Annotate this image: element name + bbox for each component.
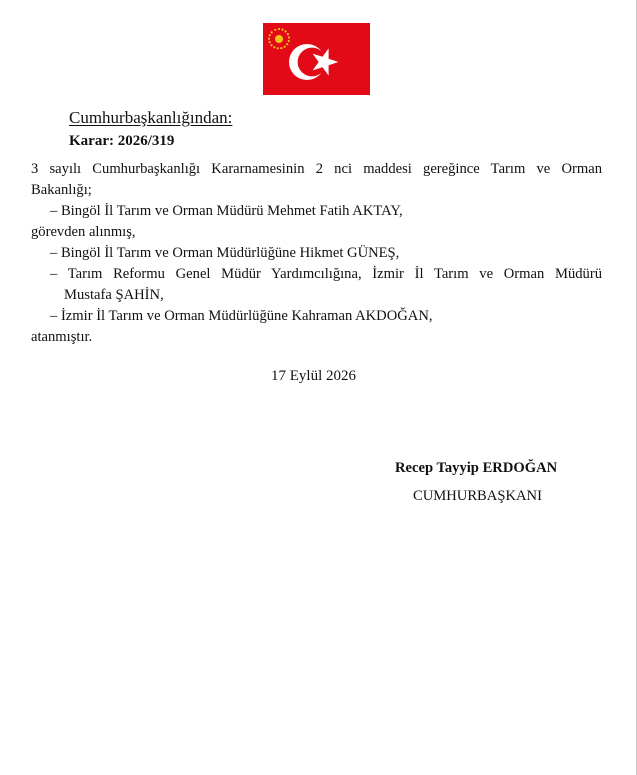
dismissed-item: – Bingöl İl Tarım ve Orman Müdürü Mehmet Fatih AKTAY, — [50, 203, 403, 219]
dismissed-footer: görevden alınmış, — [31, 224, 136, 240]
issuer-heading: Cumhurbaşkanlığından: — [69, 108, 233, 127]
decision-number: Karar: 2026/319 — [69, 133, 175, 149]
presidential-flag-emblem — [263, 23, 370, 95]
appointment-item-2: – Tarım Reformu Genel Müdür Yardımcılığına, İzmir İl Tarım ve Orman Müdürü — [50, 266, 602, 282]
appointment-item-2-continuation: Mustafa ŞAHİN, — [64, 287, 164, 303]
intro-line-1: 3 sayılı Cumhurbaşkanlığı Kararnamesinin 2 nci maddesi gereğince Tarım ve Orman — [31, 161, 602, 177]
signatory-name: Recep Tayyip ERDOĞAN — [395, 460, 558, 476]
appointment-item-3: – İzmir İl Tarım ve Orman Müdürlüğüne Kahraman AKDOĞAN, — [50, 308, 433, 324]
appointment-item-1: – Bingöl İl Tarım ve Orman Müdürlüğüne Hikmet GÜNEŞ, — [50, 245, 400, 261]
appointed-footer: atanmıştır. — [31, 329, 93, 345]
decision-date: 17 Eylül 2026 — [271, 368, 356, 384]
signatory-title: CUMHURBAŞKANI — [413, 488, 542, 504]
intro-line-2: Bakanlığı; — [31, 182, 92, 198]
